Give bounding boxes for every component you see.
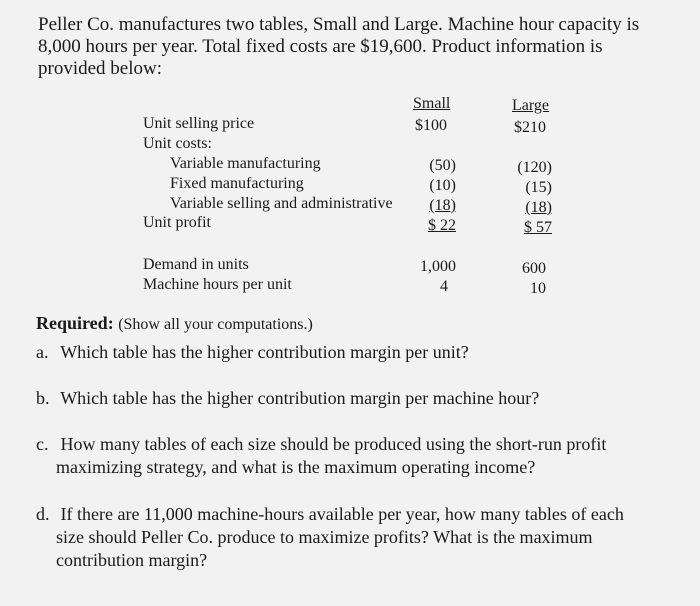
small-demand: 1,000 bbox=[420, 258, 456, 275]
row-label-fixed-manufacturing: Fixed manufacturing bbox=[170, 175, 304, 192]
small-machine-hours: 4 bbox=[440, 278, 448, 295]
small-unit-profit: $ 22 bbox=[428, 217, 456, 234]
large-unit-profit: $ 57 bbox=[524, 219, 552, 236]
row-label-variable-selling-admin: Variable selling and administrative bbox=[170, 195, 393, 212]
small-variable-manufacturing: (50) bbox=[429, 157, 456, 174]
question-line: Which table has the higher contribution margin per machine hour? bbox=[60, 388, 540, 408]
row-label-unit-profit: Unit profit bbox=[143, 214, 211, 231]
question-line: maximizing strategy, and what is the maximum operating income? bbox=[56, 457, 536, 477]
question-a bbox=[36, 341, 469, 364]
question-letter: a. bbox=[36, 342, 49, 362]
small-unit-selling-price: $100 bbox=[415, 117, 447, 134]
large-fixed-manufacturing: (15) bbox=[525, 179, 552, 196]
row-label-machine-hours: Machine hours per unit bbox=[143, 276, 292, 293]
large-demand: 600 bbox=[522, 260, 546, 277]
question-letter: c. bbox=[36, 434, 49, 454]
row-label-variable-manufacturing: Variable manufacturing bbox=[170, 155, 321, 172]
intro-line: Peller Co. manufactures two tables, Small and Large. Machine hour capacity is bbox=[38, 14, 640, 35]
question-letter: d. bbox=[36, 504, 50, 524]
small-variable-selling-admin: (18) bbox=[429, 197, 456, 214]
large-machine-hours: 10 bbox=[530, 280, 546, 297]
question-d bbox=[36, 503, 624, 572]
small-fixed-manufacturing: (10) bbox=[429, 177, 456, 194]
required-heading: Required: (Show all your computations.) bbox=[36, 313, 313, 333]
question-b bbox=[36, 387, 539, 410]
intro-line: 8,000 hours per year. Total fixed costs are $19,600. Product information is bbox=[38, 36, 603, 57]
large-variable-selling-admin: (18) bbox=[525, 199, 552, 216]
required-note: (Show all your computations.) bbox=[118, 316, 313, 333]
question-line: size should Peller Co. produce to maximize profits? What is the maximum bbox=[56, 527, 593, 547]
required-label: Required bbox=[36, 313, 108, 333]
column-header-large: Large bbox=[512, 97, 550, 114]
question-line: If there are 11,000 machine-hours available per year, how many tables of each bbox=[60, 504, 624, 524]
question-line: Which table has the higher contribution margin per unit? bbox=[60, 342, 469, 362]
large-unit-selling-price: $210 bbox=[514, 119, 546, 136]
question-letter: b. bbox=[36, 388, 50, 408]
question-line: How many tables of each size should be produced using the short-run profit bbox=[60, 434, 607, 454]
question-c bbox=[36, 433, 606, 479]
question-line: contribution margin? bbox=[56, 550, 208, 570]
intro-line: provided below: bbox=[38, 58, 163, 79]
large-variable-manufacturing: (120) bbox=[517, 159, 552, 176]
column-header-small: Small bbox=[413, 95, 451, 112]
intro-paragraph bbox=[38, 14, 688, 80]
row-label-unit-costs: Unit costs: bbox=[143, 135, 212, 152]
row-label-demand: Demand in units bbox=[143, 256, 249, 273]
row-label-unit-selling-price: Unit selling price bbox=[143, 115, 255, 132]
